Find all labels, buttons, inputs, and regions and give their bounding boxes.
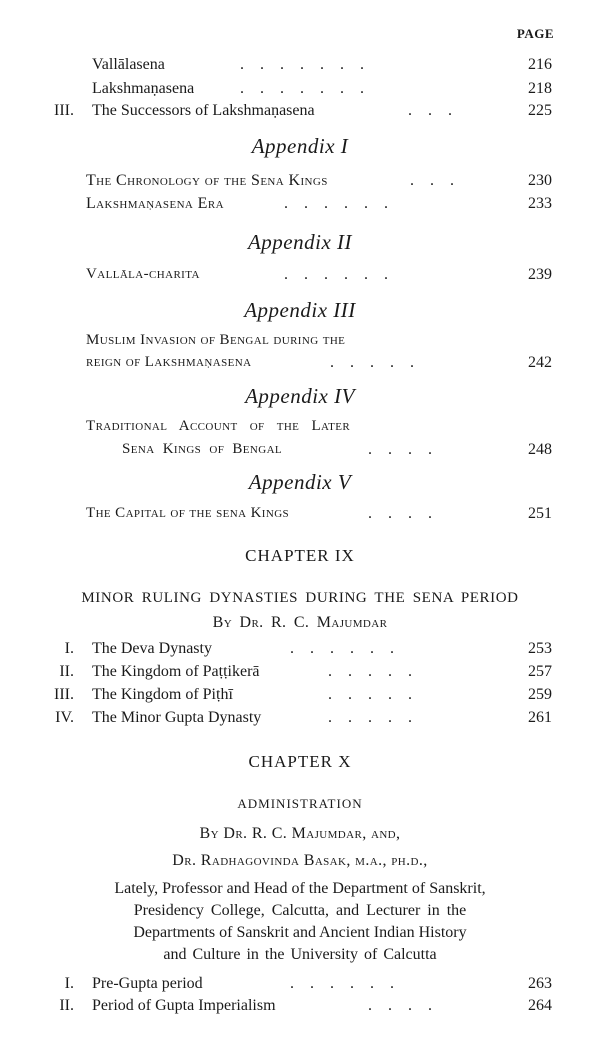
toc-entry: II. Period of Gupta Imperialism .... 264	[0, 997, 600, 1019]
chapter-10-heading: CHAPTER X	[248, 752, 352, 771]
entry-number: III.	[54, 686, 74, 703]
entry-page: 233	[528, 195, 552, 212]
entry-title: The Kingdom of Paṭṭikerā	[92, 663, 260, 680]
entry-page: 253	[528, 640, 552, 657]
entry-title: Vallālasena	[92, 56, 165, 73]
entry-number: IV.	[55, 709, 74, 726]
entry-title: Vallāla-charita	[86, 266, 200, 282]
entry-page: 248	[528, 441, 552, 458]
toc-entry: III. The Successors of Lakshmaṇasena ... 225	[0, 102, 600, 124]
entry-page: 242	[528, 354, 552, 371]
toc-entry: II. The Kingdom of Paṭṭikerā ..... 257	[0, 663, 600, 685]
toc-entry: Sena Kings of Bengal .... 248	[122, 441, 552, 458]
entry-page: 216	[528, 56, 552, 73]
appendix-2-heading: Appendix II	[247, 230, 353, 254]
chapter-10-subtitle: ADMINISTRATION	[237, 796, 363, 811]
appendix-1-heading: Appendix I	[251, 134, 349, 158]
entry-title: The Deva Dynasty	[92, 640, 212, 657]
appendix-3-heading: Appendix III	[244, 298, 356, 322]
entry-title: The Chronology of the Sena Kings	[86, 172, 328, 189]
chapter-9-author: By Dr. R. C. Majumdar	[212, 614, 388, 631]
entry-title: The Kingdom of Piṭhī	[92, 686, 233, 703]
entry-title-line2: Sena Kings of Bengal	[122, 441, 283, 457]
toc-entry: IV. The Minor Gupta Dynasty ..... 261	[0, 709, 600, 731]
entry-page: 251	[528, 505, 552, 522]
entry-title: Lakshmaṇasena Era	[86, 195, 224, 212]
entry-number: II.	[59, 997, 74, 1014]
page-column-label: PAGE	[516, 26, 554, 41]
appendix-5-heading: Appendix V	[248, 470, 352, 494]
appendix-4-heading: Appendix IV	[245, 384, 355, 408]
chapter-10-author-2: Dr. Radhagovinda Basak, m.a., ph.d.,	[172, 852, 428, 869]
entry-title: The Minor Gupta Dynasty	[92, 709, 262, 726]
entry-page: 225	[528, 102, 552, 119]
entry-title-line1: Muslim Invasion of Bengal during the	[86, 332, 346, 348]
toc-entry: reign of Lakshmaṇasena ..... 242	[86, 354, 552, 371]
toc-entry: Vallāla-charita ...... 239	[86, 266, 552, 283]
toc-entry: Lakshmaṇasena ....... 218	[92, 80, 552, 97]
toc-entry: Vallālasena ....... 216	[92, 56, 552, 73]
entry-title: The Capital of the sena Kings	[86, 505, 290, 521]
author-description-line: Lately, Professor and Head of the Department of Sanskrit,	[114, 880, 486, 897]
entry-number: I.	[64, 975, 74, 992]
entry-number: II.	[59, 663, 74, 680]
entry-page: 259	[528, 686, 552, 703]
entry-title-line2: reign of Lakshmaṇasena	[86, 354, 252, 370]
toc-entry: I. Pre-Gupta period ...... 263	[0, 975, 600, 997]
entry-number: III.	[54, 102, 74, 119]
entry-page: 261	[528, 709, 552, 726]
entry-page: 218	[528, 80, 552, 97]
chapter-10-author-1: By Dr. R. C. Majumdar, and,	[199, 825, 401, 842]
toc-entry: III. The Kingdom of Piṭhī ..... 259	[0, 686, 600, 708]
entry-page: 257	[528, 663, 552, 680]
toc-entry: The Chronology of the Sena Kings ... 230	[86, 172, 552, 189]
entry-title: Lakshmaṇasena	[92, 80, 195, 97]
author-description-line: Presidency College, Calcutta, and Lecturer in the	[133, 902, 467, 919]
entry-page: 239	[528, 266, 552, 283]
chapter-9-subtitle: MINOR RULING DYNASTIES DURING THE SENA PERIOD	[81, 590, 519, 606]
chapter-9-heading: CHAPTER IX	[245, 546, 355, 565]
toc-entry: I. The Deva Dynasty ...... 253	[0, 640, 600, 662]
entry-page: 263	[528, 975, 552, 992]
entry-number: I.	[64, 640, 74, 657]
entry-title: The Successors of Lakshmaṇasena	[92, 102, 315, 119]
author-description-line: and Culture in the University of Calcutta	[163, 946, 437, 963]
toc-entry: Lakshmaṇasena Era ...... 233	[86, 195, 552, 212]
entry-page: 264	[528, 997, 552, 1014]
entry-title: Pre-Gupta period	[92, 975, 203, 992]
entry-title-line1: Traditional Account of the Later	[86, 418, 351, 434]
author-description-line: Departments of Sanskrit and Ancient Indian History	[133, 924, 467, 941]
entry-page: 230	[528, 172, 552, 189]
toc-entry: The Capital of the sena Kings .... 251	[86, 505, 552, 522]
entry-title: Period of Gupta Imperialism	[92, 997, 276, 1014]
